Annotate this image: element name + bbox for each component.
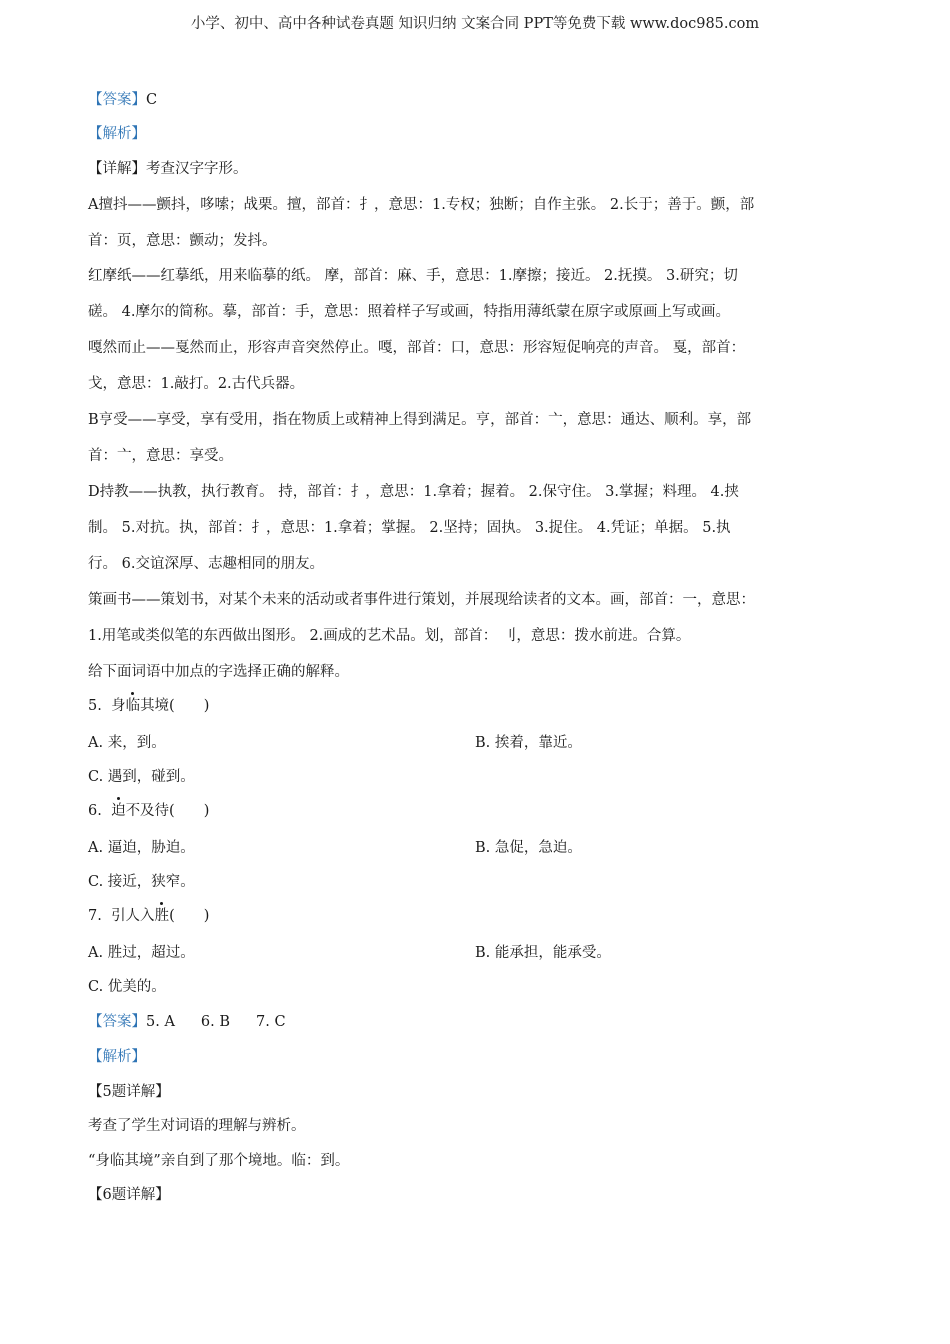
option-c: C. 优美的。: [88, 979, 166, 995]
question-5: [88, 696, 209, 716]
question-7: [88, 906, 209, 926]
question-pre: 身: [111, 698, 126, 714]
text-line: 策画书——策划书，对某个未来的活动或者事件进行策划，并展现给读者的文本。画，部首：一，意思：: [88, 592, 755, 608]
answer-tag: 【答案】: [88, 92, 146, 108]
question-pre: 引人入: [111, 908, 155, 924]
option-b: B. 挨着，靠近。: [475, 735, 582, 751]
dotted-char: 胜: [154, 908, 170, 924]
text-line: 考查了学生对词语的理解与辨析。: [88, 1118, 306, 1134]
answer-value: C: [146, 92, 158, 108]
option-b: B. 能承担，能承受。: [475, 945, 611, 961]
detail-tag: 【详解】: [88, 161, 146, 177]
detail-intro: 考查汉字字形。: [146, 161, 248, 177]
option-a: A. 逼迫，胁迫。: [88, 840, 195, 856]
q6-detail-tag: 【6题详解】: [88, 1187, 170, 1203]
text-line: 红摩纸——红摹纸，用来临摹的纸。 摩，部首：麻、手，意思：1.摩擦；接近。 2.抚摸。 3.研究；切: [88, 268, 738, 284]
text-line: 首：亠，意思：享受。: [88, 448, 233, 464]
question-number: 5.: [88, 698, 102, 714]
option-a: A. 胜过，超过。: [88, 945, 195, 961]
question-post: ( ): [169, 908, 210, 924]
text-line: 行。 6.交谊深厚、志趣相同的朋友。: [88, 556, 324, 572]
detail-line: [88, 159, 248, 179]
text-line: 首：页，意思：颤动；发抖。: [88, 233, 277, 249]
dotted-char: 迫: [111, 803, 126, 819]
question-post: 不及待( ): [125, 803, 210, 819]
text-line: 制。 5.对抗。执，部首：扌，意思：1.拿着；掌握。 2.坚持；固执。 3.捉住。 4.凭证；单据。 5.执: [88, 520, 731, 536]
text-line: A擅抖——颤抖，哆嗦；战栗。擅，部首：扌，意思：1.专权；独断；自作主张。 2.长于；善于。颤，部: [88, 197, 755, 213]
text-line: B亨受——享受，享有受用，指在物质上或精神上得到满足。亨，部首：亠，意思：通达、顺利。享，部: [88, 412, 752, 428]
option-c: C. 接近，狭窄。: [88, 874, 195, 890]
option-b: B. 急促，急迫。: [475, 840, 582, 856]
question-number: 7.: [88, 908, 102, 924]
answer-item: 6. B: [200, 1014, 231, 1030]
analysis-tag: 【解析】: [88, 1049, 146, 1065]
q5-detail-tag: 【5题详解】: [88, 1084, 170, 1100]
text-line: 磋。 4.摩尔的简称。摹，部首：手，意思：照着样子写或画，特指用薄纸蒙在原字或原画上写或画。: [88, 304, 730, 320]
answer-item: 7. C: [256, 1014, 286, 1030]
instruction-line: 给下面词语中加点的字选择正确的解释。: [88, 664, 349, 680]
question-number: 6.: [88, 803, 102, 819]
text-line: 戈，意思：1.敲打。2.古代兵器。: [88, 376, 305, 392]
text-line: D持教——执教，执行教育。 持，部首：扌，意思：1.拿着；握着。 2.保守住。 3.掌握；料理。 4.挟: [88, 484, 739, 500]
option-c: C. 遇到，碰到。: [88, 769, 195, 785]
analysis-tag: 【解析】: [88, 126, 146, 142]
page-header: 小学、初中、高中各种试卷真题 知识归纳 文案合同 PPT等免费下载 www.doc985.com: [190, 16, 760, 32]
answer-item: 5. A: [146, 1014, 175, 1030]
text-line: 嘎然而止——戛然而止，形容声音突然停止。嘎，部首：口，意思：形容短促响亮的声音。 戛，部首：: [88, 340, 746, 356]
answer-tag: 【答案】: [88, 1014, 146, 1030]
question-post: 其境( ): [140, 698, 210, 714]
text-line: “身临其境”亲自到了那个境地。临：到。: [88, 1153, 350, 1169]
question-6: [88, 801, 209, 821]
option-a: A. 来，到。: [88, 735, 166, 751]
answer-line: [88, 90, 157, 110]
dotted-char: 临: [125, 698, 141, 714]
answers-line: [88, 1012, 286, 1032]
text-line: 1.用笔或类似笔的东西做出图形。 2.画成的艺术品。划，部首： 刂，意思：拨水前进。合算。: [88, 628, 691, 644]
